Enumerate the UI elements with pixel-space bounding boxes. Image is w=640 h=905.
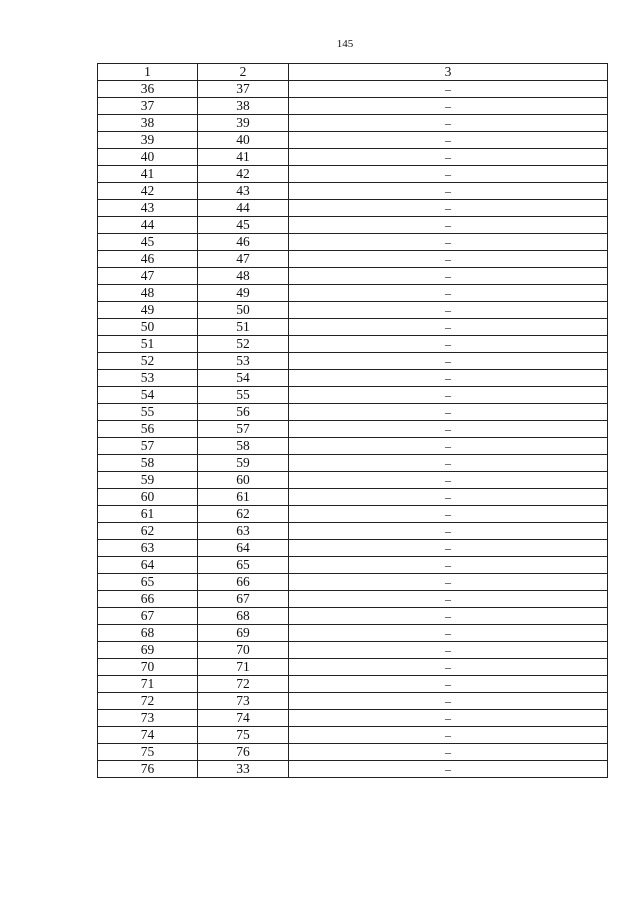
cell-col-1: 62 [98,523,198,540]
table-row [98,285,608,302]
table-row [98,761,608,778]
cell-col-2: 39 [198,115,289,132]
cell-col-2: 41 [198,149,289,166]
cell-col-2: 43 [198,183,289,200]
cell-col-1: 73 [98,710,198,727]
cell-col-2: 71 [198,659,289,676]
cell-col-2: 62 [198,506,289,523]
table-row [98,625,608,642]
cell-col-3: – [289,642,608,659]
cell-col-2: 54 [198,370,289,387]
cell-col-1: 75 [98,744,198,761]
table-row [98,710,608,727]
table-row [98,336,608,353]
table-body [98,81,608,778]
cell-col-1: 67 [98,608,198,625]
cell-col-3: – [289,676,608,693]
cell-col-1: 65 [98,574,198,591]
cell-col-1: 55 [98,404,198,421]
cell-col-3: – [289,421,608,438]
cell-col-1: 68 [98,625,198,642]
cell-col-2: 61 [198,489,289,506]
table-row [98,744,608,761]
cell-col-1: 53 [98,370,198,387]
cell-col-2: 58 [198,438,289,455]
table-row [98,438,608,455]
cell-col-1: 63 [98,540,198,557]
cell-col-3: – [289,336,608,353]
cell-col-3: – [289,81,608,98]
cell-col-3: – [289,744,608,761]
table-row [98,489,608,506]
cell-col-1: 74 [98,727,198,744]
cell-col-3: – [289,319,608,336]
cell-col-3: – [289,166,608,183]
cell-col-2: 42 [198,166,289,183]
cell-col-2: 63 [198,523,289,540]
table-row [98,574,608,591]
cell-col-1: 48 [98,285,198,302]
table-row [98,149,608,166]
table-row [98,302,608,319]
cell-col-1: 69 [98,642,198,659]
table-header-row [98,64,608,81]
cell-col-3: – [289,540,608,557]
table-row [98,642,608,659]
table-row [98,268,608,285]
cell-col-2: 73 [198,693,289,710]
cell-col-3: – [289,251,608,268]
cell-col-2: 49 [198,285,289,302]
cell-col-2: 37 [198,81,289,98]
cell-col-3: – [289,183,608,200]
cell-col-1: 57 [98,438,198,455]
cell-col-2: 57 [198,421,289,438]
cell-col-3: – [289,404,608,421]
cell-col-2: 53 [198,353,289,370]
table-row [98,727,608,744]
table-row [98,353,608,370]
cell-col-1: 44 [98,217,198,234]
cell-col-2: 60 [198,472,289,489]
cell-col-2: 70 [198,642,289,659]
cell-col-3: – [289,149,608,166]
cell-col-1: 70 [98,659,198,676]
cell-col-1: 51 [98,336,198,353]
cell-col-1: 66 [98,591,198,608]
table-row [98,472,608,489]
cell-col-2: 47 [198,251,289,268]
cell-col-1: 45 [98,234,198,251]
cell-col-1: 60 [98,489,198,506]
table-row [98,404,608,421]
cell-col-1: 72 [98,693,198,710]
cell-col-3: – [289,455,608,472]
cell-col-3: – [289,523,608,540]
cell-col-3: – [289,438,608,455]
cell-col-3: – [289,693,608,710]
cell-col-3: – [289,472,608,489]
table-row [98,387,608,404]
cell-col-1: 40 [98,149,198,166]
table-row [98,557,608,574]
cell-col-2: 68 [198,608,289,625]
cell-col-2: 50 [198,302,289,319]
cell-col-3: – [289,370,608,387]
cell-col-3: – [289,132,608,149]
table-row [98,421,608,438]
table-row [98,693,608,710]
table-row [98,608,608,625]
cell-col-3: – [289,489,608,506]
table-row [98,370,608,387]
table-row [98,455,608,472]
cell-col-1: 49 [98,302,198,319]
cell-col-2: 56 [198,404,289,421]
cell-col-1: 41 [98,166,198,183]
cell-col-1: 56 [98,421,198,438]
cell-col-3: – [289,387,608,404]
cell-col-3: – [289,200,608,217]
table-row [98,251,608,268]
cell-col-3: – [289,608,608,625]
cell-col-3: – [289,217,608,234]
table-row [98,183,608,200]
table-row [98,523,608,540]
cell-col-3: – [289,557,608,574]
cell-col-2: 51 [198,319,289,336]
table-row [98,319,608,336]
cell-col-2: 76 [198,744,289,761]
cell-col-1: 38 [98,115,198,132]
table-row [98,659,608,676]
table-row [98,234,608,251]
cell-col-2: 38 [198,98,289,115]
cell-col-1: 43 [98,200,198,217]
column-header-3: 3 [289,64,608,81]
cell-col-3: – [289,302,608,319]
cell-col-3: – [289,353,608,370]
cell-col-3: – [289,574,608,591]
page-number: 145 [336,38,354,50]
table-row [98,200,608,217]
cell-col-1: 64 [98,557,198,574]
cell-col-1: 54 [98,387,198,404]
table-row [98,676,608,693]
cell-col-2: 33 [198,761,289,778]
column-header-1: 1 [98,64,198,81]
cell-col-2: 46 [198,234,289,251]
cell-col-3: – [289,285,608,302]
table-row [98,166,608,183]
table-row [98,81,608,98]
data-table [97,63,608,778]
cell-col-1: 46 [98,251,198,268]
cell-col-2: 65 [198,557,289,574]
cell-col-1: 37 [98,98,198,115]
cell-col-3: – [289,659,608,676]
cell-col-1: 59 [98,472,198,489]
cell-col-1: 42 [98,183,198,200]
table-row [98,115,608,132]
cell-col-1: 61 [98,506,198,523]
cell-col-3: – [289,727,608,744]
cell-col-1: 71 [98,676,198,693]
cell-col-1: 52 [98,353,198,370]
cell-col-3: – [289,761,608,778]
cell-col-2: 48 [198,268,289,285]
cell-col-2: 75 [198,727,289,744]
cell-col-2: 59 [198,455,289,472]
cell-col-3: – [289,591,608,608]
cell-col-3: – [289,268,608,285]
table-row [98,132,608,149]
cell-col-1: 47 [98,268,198,285]
cell-col-3: – [289,625,608,642]
cell-col-2: 45 [198,217,289,234]
cell-col-3: – [289,234,608,251]
cell-col-2: 40 [198,132,289,149]
cell-col-1: 58 [98,455,198,472]
column-header-2: 2 [198,64,289,81]
cell-col-3: – [289,506,608,523]
cell-col-1: 50 [98,319,198,336]
cell-col-2: 74 [198,710,289,727]
table-row [98,217,608,234]
cell-col-2: 67 [198,591,289,608]
cell-col-2: 55 [198,387,289,404]
cell-col-3: – [289,115,608,132]
table-row [98,540,608,557]
cell-col-3: – [289,710,608,727]
cell-col-2: 69 [198,625,289,642]
cell-col-1: 76 [98,761,198,778]
table-row [98,506,608,523]
table-row [98,591,608,608]
cell-col-2: 44 [198,200,289,217]
cell-col-2: 64 [198,540,289,557]
cell-col-2: 66 [198,574,289,591]
table-row [98,98,608,115]
cell-col-1: 36 [98,81,198,98]
cell-col-2: 52 [198,336,289,353]
cell-col-3: – [289,98,608,115]
cell-col-2: 72 [198,676,289,693]
cell-col-1: 39 [98,132,198,149]
